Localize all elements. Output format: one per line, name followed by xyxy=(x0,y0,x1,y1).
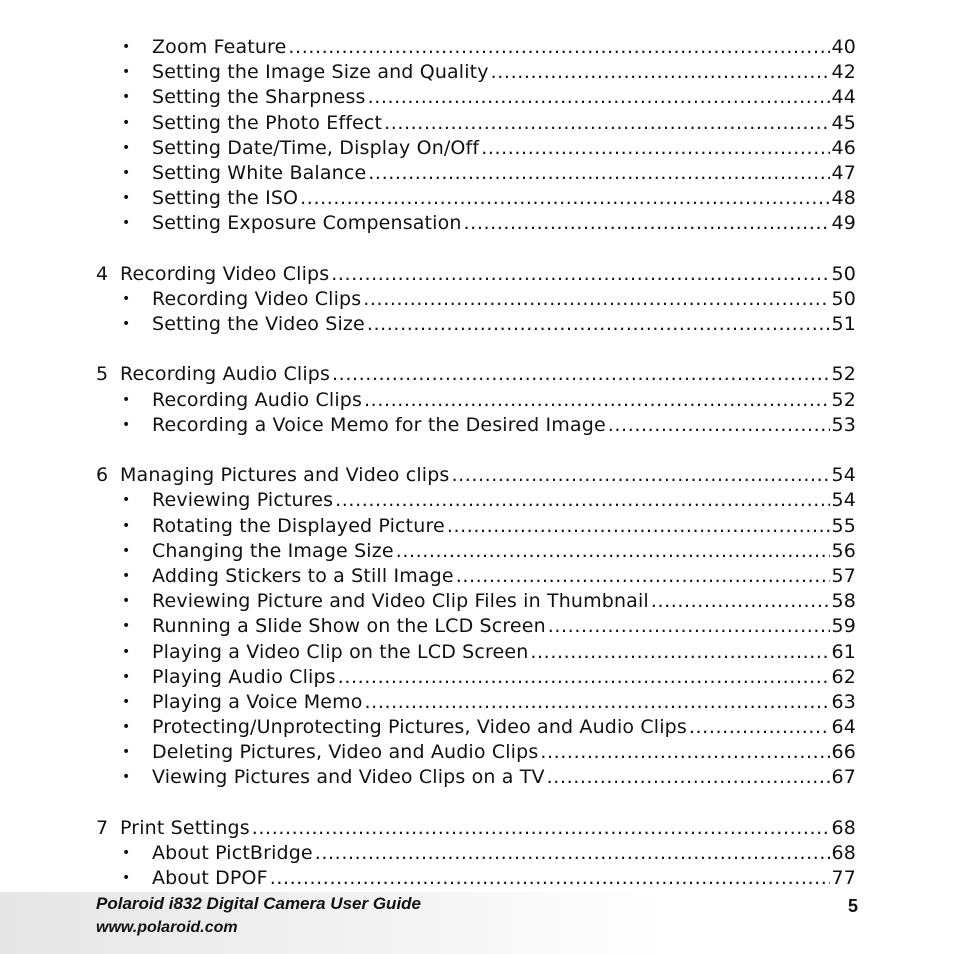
toc-entry-label: Changing the Image Size xyxy=(152,539,394,562)
bullet-icon: • xyxy=(122,416,131,433)
dot-leader xyxy=(447,514,830,539)
dot-leader xyxy=(481,136,829,161)
bullet-icon: • xyxy=(122,190,131,207)
dot-leader xyxy=(364,388,829,413)
dot-leader xyxy=(689,715,830,740)
bullet-icon: • xyxy=(122,114,131,131)
bullet-icon: • xyxy=(122,769,131,786)
bullet-icon: • xyxy=(122,719,131,736)
toc-entry xyxy=(96,690,856,715)
toc-page-number: 59 xyxy=(831,615,856,638)
toc-chapter-entry xyxy=(96,262,856,287)
toc-entry xyxy=(96,287,856,312)
toc-entry xyxy=(96,211,856,236)
dot-leader xyxy=(540,740,829,765)
toc-entry-label: Recording Audio Clips xyxy=(120,363,331,386)
toc-entry-label: Setting Exposure Compensation xyxy=(152,212,462,235)
toc-entry-label: Setting Date/Time, Display On/Off xyxy=(152,136,480,159)
toc-entry xyxy=(96,564,856,589)
dot-leader xyxy=(456,564,830,589)
dot-leader xyxy=(300,186,829,211)
toc-entry xyxy=(96,866,856,891)
toc-page-number: 50 xyxy=(831,262,856,285)
dot-leader xyxy=(331,262,829,287)
toc-entry xyxy=(96,514,856,539)
toc-entry-label: Adding Stickers to a Still Image xyxy=(152,564,454,587)
bullet-icon: • xyxy=(122,593,131,610)
dot-leader xyxy=(252,816,830,841)
toc-page-number: 61 xyxy=(831,640,856,663)
toc-entry xyxy=(96,186,856,211)
dot-leader xyxy=(335,488,829,513)
bullet-icon: • xyxy=(122,668,131,685)
toc-entry-label: Setting the Photo Effect xyxy=(152,111,383,134)
toc-page-number: 55 xyxy=(831,514,856,537)
toc-entry xyxy=(96,665,856,690)
toc-page-number: 51 xyxy=(831,313,856,336)
bullet-icon: • xyxy=(122,164,131,181)
dot-leader xyxy=(368,161,829,186)
toc-page-number: 54 xyxy=(831,489,856,512)
bullet-icon: • xyxy=(122,870,131,887)
toc-spacer xyxy=(96,337,856,362)
toc-entry xyxy=(96,388,856,413)
toc-entry-label: Playing Audio Clips xyxy=(152,665,336,688)
toc-page-number: 62 xyxy=(831,665,856,688)
dot-leader xyxy=(451,463,829,488)
toc-entry xyxy=(96,614,856,639)
toc-page-number: 53 xyxy=(831,413,856,436)
toc-page-number: 54 xyxy=(831,464,856,487)
toc-entry xyxy=(96,740,856,765)
toc-entry-label: Recording Audio Clips xyxy=(152,388,363,411)
toc-entry xyxy=(96,715,856,740)
bullet-icon: • xyxy=(122,39,131,55)
toc-page-number: 66 xyxy=(831,741,856,764)
toc-entry xyxy=(96,35,856,60)
toc-entry xyxy=(96,765,856,790)
toc-page-number: 47 xyxy=(831,161,856,184)
toc-entry-label: Zoom Feature xyxy=(152,36,287,58)
chapter-number: 4 xyxy=(96,262,109,285)
dot-leader xyxy=(368,85,830,110)
toc-page-number: 42 xyxy=(831,61,856,84)
toc-entry-label: About PictBridge xyxy=(152,842,313,864)
toc-spacer xyxy=(96,438,856,463)
bullet-icon: • xyxy=(122,845,131,861)
toc-entry xyxy=(96,161,856,186)
toc-entry-label: Setting the Image Size and Quality xyxy=(152,61,489,84)
bullet-icon: • xyxy=(122,316,131,333)
toc-spacer xyxy=(96,237,856,262)
toc-entry-label: Deleting Pictures, Video and Audio Clips xyxy=(152,741,539,764)
chapter-number: 5 xyxy=(96,363,109,386)
toc-entry xyxy=(96,589,856,614)
toc-entry xyxy=(96,413,856,438)
toc-page-number: 68 xyxy=(831,816,856,839)
dot-leader xyxy=(608,413,830,438)
dot-leader xyxy=(384,111,829,136)
bullet-icon: • xyxy=(122,391,131,408)
dot-leader xyxy=(548,614,830,639)
toc-entry xyxy=(96,841,856,866)
toc-page-number: 57 xyxy=(831,564,856,587)
toc-page-number: 44 xyxy=(831,86,856,109)
toc-page-number: 77 xyxy=(831,867,856,890)
toc-page-number: 52 xyxy=(831,363,856,386)
bullet-icon: • xyxy=(122,64,131,81)
toc-entry xyxy=(96,539,856,564)
toc-entry xyxy=(96,488,856,513)
dot-leader xyxy=(270,866,830,891)
toc-entry xyxy=(96,640,856,665)
toc-entry-label: Viewing Pictures and Video Clips on a TV xyxy=(152,766,545,789)
toc-page-number: 48 xyxy=(831,187,856,210)
toc-entry-label: Reviewing Pictures xyxy=(152,489,334,512)
bullet-icon: • xyxy=(122,517,131,534)
table-of-contents xyxy=(96,35,856,891)
bullet-icon: • xyxy=(122,744,131,761)
toc-entry-label: Recording a Voice Memo for the Desired Image xyxy=(152,413,606,436)
bullet-icon: • xyxy=(122,693,131,710)
bullet-icon: • xyxy=(122,618,131,635)
toc-page-number: 67 xyxy=(831,766,856,789)
toc-entry-label: Setting the Video Size xyxy=(152,313,365,336)
toc-entry xyxy=(96,136,856,161)
toc-entry-label: Print Settings xyxy=(120,816,250,839)
dot-leader xyxy=(547,765,830,790)
toc-entry xyxy=(96,85,856,110)
dot-leader xyxy=(396,539,830,564)
toc-entry-label: Rotating the Displayed Picture xyxy=(152,514,445,537)
chapter-number: 7 xyxy=(96,816,109,839)
footer-url: www.polaroid.com xyxy=(96,919,238,936)
toc-entry-label: Setting the ISO xyxy=(152,187,299,210)
toc-spacer xyxy=(96,791,856,816)
toc-page-number: 52 xyxy=(831,388,856,411)
toc-entry-label: Reviewing Picture and Video Clip Files in Thumbnail xyxy=(152,590,649,613)
toc-entry-label: Protecting/Unprotecting Pictures, Video and Audio Clips xyxy=(152,716,687,739)
toc-entry-label: About DPOF xyxy=(152,867,268,890)
toc-entry-label: Recording Video Clips xyxy=(152,287,362,310)
bullet-icon: • xyxy=(122,215,131,232)
toc-entry-label: Setting the Sharpness xyxy=(152,86,366,109)
bullet-icon: • xyxy=(122,567,131,584)
toc-chapter-entry xyxy=(96,816,856,841)
bullet-icon: • xyxy=(122,89,131,106)
bullet-icon: • xyxy=(122,492,131,509)
toc-page-number: 68 xyxy=(831,842,856,864)
page-footer xyxy=(0,892,954,954)
bullet-icon: • xyxy=(122,542,131,559)
toc-entry-label: Running a Slide Show on the LCD Screen xyxy=(152,615,546,638)
bullet-icon: • xyxy=(122,643,131,660)
toc-entry-label: Managing Pictures and Video clips xyxy=(120,464,450,487)
dot-leader xyxy=(288,35,829,60)
toc-page-number: 50 xyxy=(831,287,856,310)
toc-page-number: 40 xyxy=(831,36,856,58)
toc-entry xyxy=(96,312,856,337)
dot-leader xyxy=(491,60,830,85)
dot-leader xyxy=(332,362,829,387)
toc-page-number: 46 xyxy=(831,136,856,159)
dot-leader xyxy=(464,211,830,236)
toc-page-number: 49 xyxy=(831,212,856,235)
toc-entry xyxy=(96,60,856,85)
bullet-icon: • xyxy=(122,139,131,156)
dot-leader xyxy=(363,287,829,312)
toc-page-number: 64 xyxy=(831,716,856,739)
toc-entry-label: Setting White Balance xyxy=(152,161,367,184)
toc-page-number: 56 xyxy=(831,539,856,562)
dot-leader xyxy=(315,841,830,866)
toc-entry-label: Playing a Voice Memo xyxy=(152,690,363,713)
dot-leader xyxy=(338,665,830,690)
toc-page-number: 63 xyxy=(831,690,856,713)
bullet-icon: • xyxy=(122,290,131,307)
toc-entry-label: Playing a Video Clip on the LCD Screen xyxy=(152,640,529,663)
dot-leader xyxy=(651,589,830,614)
dot-leader xyxy=(365,690,830,715)
toc-page-number: 58 xyxy=(831,590,856,613)
dot-leader xyxy=(530,640,829,665)
page-number: 5 xyxy=(847,896,858,916)
toc-chapter-entry xyxy=(96,463,856,488)
chapter-number: 6 xyxy=(96,464,109,487)
toc-page-number: 45 xyxy=(831,111,856,134)
toc-chapter-entry xyxy=(96,362,856,387)
toc-entry xyxy=(96,111,856,136)
dot-leader xyxy=(367,312,830,337)
footer-title: Polaroid i832 Digital Camera User Guide xyxy=(96,894,422,913)
toc-entry-label: Recording Video Clips xyxy=(120,262,330,285)
